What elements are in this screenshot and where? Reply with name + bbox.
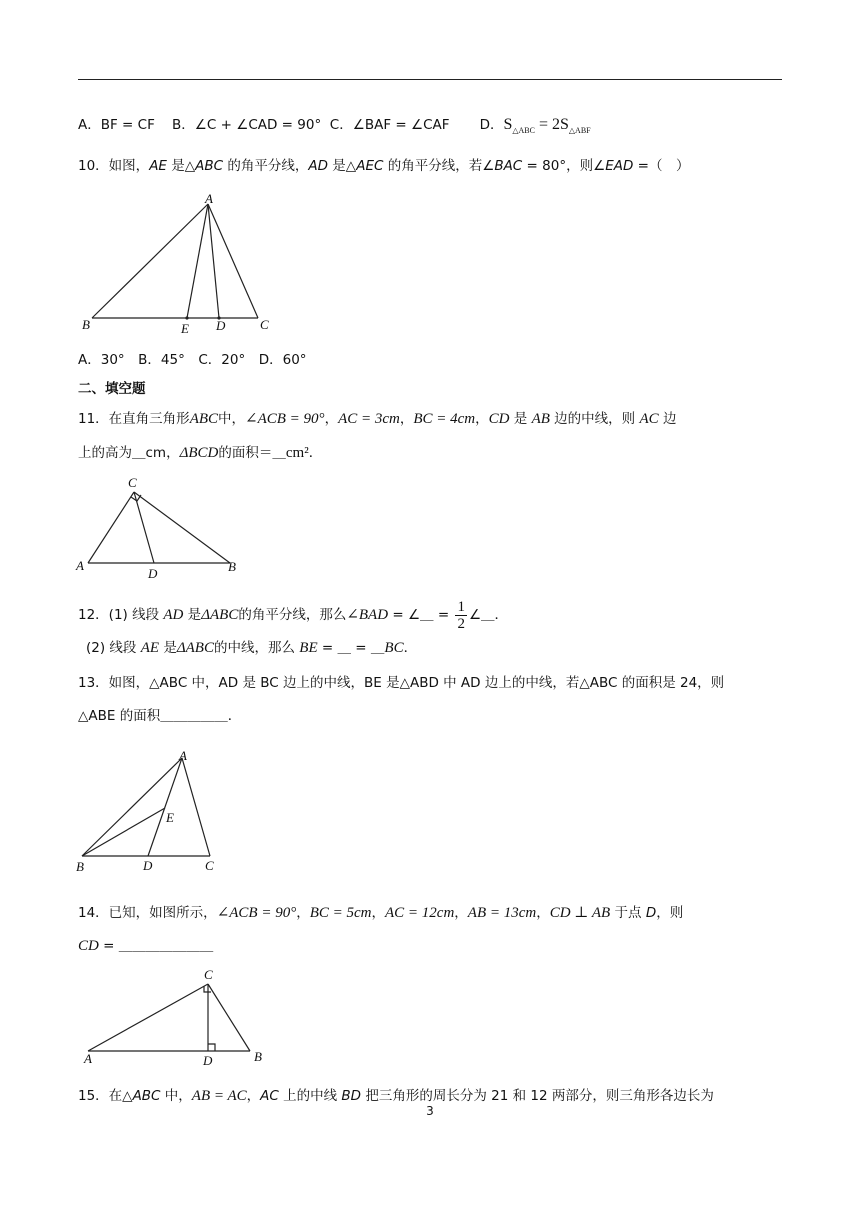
q11-l2-text-2: 的面积＝＿ (218, 445, 286, 461)
q11-segment-ac (88, 492, 134, 563)
q12-l1-text-5: ∠＿． (468, 607, 509, 623)
q10-text-4: 是△ (328, 158, 357, 174)
q15-ac: AC (260, 1088, 279, 1104)
q11-cd: CD (488, 411, 510, 427)
q11-ac: AC = 3cm (338, 411, 400, 427)
q11-figure (70, 470, 250, 582)
q14-answer-blank: = ＿＿＿＿＿＿＿ (98, 938, 214, 954)
q14-label-a: A (84, 1051, 92, 1066)
q11-segment-cb (134, 492, 230, 563)
q10-ead: EAD (605, 158, 634, 174)
q10-ad: AD (308, 158, 329, 174)
header-rule (78, 79, 782, 80)
q15-text-5: 把三角形的周长分为 21 和 12 两部分，则三角形各边长为 (361, 1088, 714, 1104)
q13-label-e: E (166, 810, 174, 825)
q10-label-d: D (216, 318, 226, 333)
q13-segment-ab (82, 758, 182, 856)
q14-text-2: ， (296, 905, 310, 921)
q12-l2-text-3: 的中线，那么 (213, 640, 300, 656)
q15-bd: BD (341, 1088, 362, 1104)
q11-l2-text-1: 上的高为＿cm， (78, 445, 180, 461)
q9-options (78, 115, 591, 141)
q12-line2 (86, 638, 417, 658)
q12-l1-text-4: = ∠＿ = (388, 607, 454, 623)
q11-text-7: 边的中线，则 (549, 411, 640, 427)
q12-l1-text-2: 是 (183, 607, 202, 623)
q13-label-c: C (205, 858, 214, 873)
q9-option-d-sub2: △ABF (568, 126, 591, 136)
q14-acb: ∠ACB = 90° (216, 905, 297, 921)
q12-l2-text-2: 是 (159, 640, 177, 656)
q10-bac: BAC (494, 158, 523, 174)
q11-l2-text-3: ． (308, 445, 323, 461)
q10-segment-ac (208, 204, 258, 318)
q10-text-3: 的角平分线， (223, 158, 309, 174)
q11-label-d: D (148, 566, 158, 581)
q10-point-e (185, 316, 188, 319)
q12-abc2: ΔABC (176, 640, 214, 656)
q13-label-a: A (179, 748, 187, 763)
q14-text-5: ， (536, 905, 550, 921)
q12-l2-text-5: ． (403, 640, 418, 656)
q12-frac-num: 1 (457, 598, 465, 615)
q14-segment-cb (208, 984, 250, 1051)
q11-abc: ABC (189, 411, 219, 427)
q13-label-d: D (143, 858, 153, 873)
q11-text-5: ， (475, 411, 489, 427)
q12-frac-den: 2 (457, 615, 465, 632)
q11-label-b: B (228, 559, 236, 574)
q10-abc: ABC (195, 158, 224, 174)
q15-text-1: 15．在△ (78, 1088, 133, 1104)
q14-ab: AB = 13cm (467, 905, 537, 921)
q12-l2-text-1: (2) 线段 (86, 640, 141, 656)
q14-ac: AC = 12cm (385, 905, 455, 921)
q11-text-6: 是 (509, 411, 532, 427)
q12-bad: ∠BAD (346, 607, 389, 623)
q9-option-d-prefix: D． (479, 117, 504, 133)
q14-d: D (645, 905, 657, 921)
q14-cd: CD ⊥ AB (549, 905, 611, 921)
q12-line1 (78, 597, 508, 633)
q10-ae: AE (149, 158, 167, 174)
q10-label-c: C (260, 317, 269, 332)
q13-line2: △ABE 的面积＿＿＿＿＿． (78, 708, 242, 724)
q12-ad: AD (163, 607, 184, 623)
q14-figure (78, 966, 278, 1068)
q12-l1-text-3: 的角平分线，那么 (238, 607, 347, 623)
q13-label-b: B (76, 859, 84, 874)
q10-text-1: 10．如图， (78, 158, 150, 174)
q13-segment-ac (182, 758, 210, 856)
q12-abc: ΔABC (201, 607, 239, 623)
q11-text-2: 中， (218, 411, 246, 427)
q13-figure (70, 748, 230, 880)
q15-text-2: 中， (160, 1088, 192, 1104)
q15-abeq: AB = AC (191, 1088, 247, 1104)
q11-stem-line2 (78, 443, 322, 463)
q10-stem (78, 156, 689, 176)
q10-figure (70, 188, 290, 338)
q11-bc: BC = 4cm (413, 411, 476, 427)
q10-segment-ad (208, 204, 219, 318)
page-number: 3 (426, 1104, 434, 1118)
q10-options: A．30° B．45° C．20° D．60° (78, 352, 307, 368)
q11-bcd: ΔBCD (179, 445, 219, 461)
q10-text-7: =（ ） (633, 158, 690, 174)
q11-segment-cd (134, 492, 154, 563)
q14-line2 (78, 936, 213, 956)
q14-text-7: ，则 (656, 905, 684, 921)
q9-option-d (479, 116, 591, 136)
q11-ac2: AC (639, 411, 659, 427)
q9-option-c: C．∠BAF = ∠CAF (329, 117, 450, 133)
q14-label-c: C (204, 967, 213, 982)
q9-option-a: A．BF = CF (78, 117, 155, 133)
q12-bc: BC (384, 640, 404, 656)
q15-line1 (78, 1086, 714, 1106)
q10-text-6: = 80°，则∠ (522, 158, 606, 174)
q11-text-1: 11．在直角三角形 (78, 411, 190, 427)
q12-l2-text-4: = ＿ = ＿ (317, 640, 385, 656)
q11-ab: AB (531, 411, 550, 427)
q9-option-d-s1: S (503, 116, 513, 133)
q14-line1 (78, 903, 683, 923)
q14-text-3: ， (371, 905, 385, 921)
q14-segment-ac (88, 984, 208, 1051)
q9-option-d-sub1: △ABC (512, 126, 535, 136)
q13-segment-ad (148, 758, 182, 856)
q11-label-c: C (128, 475, 137, 490)
q15-abc: ABC (132, 1088, 161, 1104)
q11-acb: ∠ACB = 90° (245, 411, 325, 427)
q9-option-b: B．∠C + ∠CAD = 90° (172, 117, 322, 133)
q14-text-6: 于点 (610, 905, 646, 921)
q11-stem-line1 (78, 409, 676, 429)
q11-text-8: 边 (658, 411, 677, 427)
q12-fraction-half (455, 599, 467, 632)
q10-text-5: 的角平分线，若∠ (383, 158, 495, 174)
q10-label-a: A (205, 191, 213, 206)
q10-aec: AEC (356, 158, 384, 174)
q15-text-4: 上的中线 (278, 1088, 342, 1104)
q9-option-d-mid: = 2S (534, 116, 569, 133)
q14-cd2: CD (78, 938, 99, 954)
section-title: 二、填空题 (78, 381, 146, 397)
q14-bc: BC = 5cm (309, 905, 372, 921)
q12-be: BE (299, 640, 318, 656)
q14-label-b: B (254, 1049, 262, 1064)
q11-label-a: A (76, 558, 84, 573)
q10-text-2: 是△ (166, 158, 196, 174)
q12-l1-text-1: 12．(1) 线段 (78, 607, 164, 623)
q14-text-1: 14．已知，如图所示， (78, 905, 217, 921)
q13-line1: 13．如图，△ABC 中，AD 是 BC 边上的中线，BE 是△ABD 中 AD 边上的中线，若△ABC 的面积是 24，则 (78, 675, 725, 691)
q14-label-d: D (203, 1053, 213, 1068)
q14-text-4: ， (454, 905, 468, 921)
q10-label-b: B (82, 317, 90, 332)
q14-right-angle-d (208, 1044, 215, 1051)
q15-text-3: ， (246, 1088, 261, 1104)
q10-label-e: E (181, 321, 189, 336)
q11-unit: cm² (285, 445, 309, 461)
q11-text-4: ， (399, 411, 414, 427)
q11-text-3: ， (324, 411, 339, 427)
q12-ae: AE (140, 640, 160, 656)
